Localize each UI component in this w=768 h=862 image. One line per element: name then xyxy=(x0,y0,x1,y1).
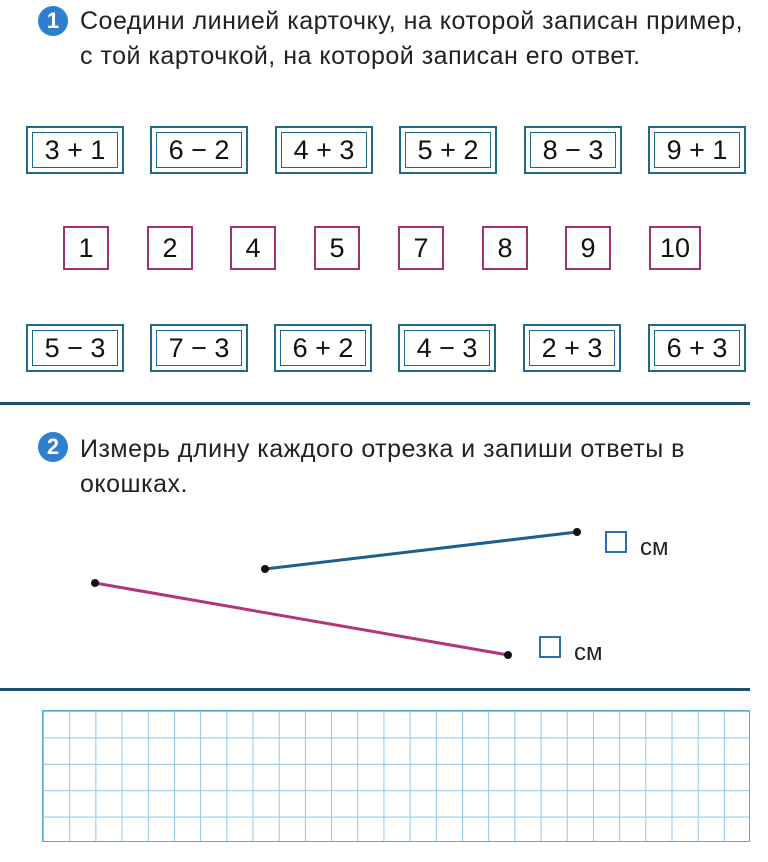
unit-label-segment-2: см xyxy=(574,639,603,666)
answer-card[interactable]: 5 xyxy=(314,226,360,270)
answer-card[interactable]: 9 xyxy=(565,226,611,270)
answer-card[interactable]: 1 xyxy=(63,226,109,270)
expression-card[interactable]: 8 − 3 xyxy=(524,126,622,174)
answer-card[interactable]: 10 xyxy=(649,226,701,270)
section-divider xyxy=(0,402,750,405)
expression-card[interactable]: 6 − 2 xyxy=(150,126,248,174)
expression-card[interactable]: 3 + 1 xyxy=(26,126,124,174)
expression-card[interactable]: 7 − 3 xyxy=(150,324,248,372)
expression-card[interactable]: 4 + 3 xyxy=(275,126,373,174)
task-2-instruction: Измерь длину каждого отрезка и запиши ответы в окошках. xyxy=(80,435,685,498)
segment-blue-end-point xyxy=(573,528,581,536)
unit-label-segment-1: см xyxy=(640,534,669,561)
expression-card[interactable]: 5 + 2 xyxy=(399,126,497,174)
expression-card[interactable]: 2 + 3 xyxy=(523,324,621,372)
segment-magenta-end-point xyxy=(504,651,512,659)
segment-magenta-start-point xyxy=(91,579,99,587)
answer-card[interactable]: 4 xyxy=(230,226,276,270)
answer-card[interactable]: 7 xyxy=(398,226,444,270)
expression-card[interactable]: 6 + 3 xyxy=(648,324,746,372)
segment-blue xyxy=(265,532,577,569)
answer-card[interactable]: 8 xyxy=(482,226,528,270)
answer-box-segment-1[interactable] xyxy=(605,531,627,553)
expression-card[interactable]: 6 + 2 xyxy=(274,324,372,372)
segment-blue-start-point xyxy=(261,565,269,573)
expression-card[interactable]: 4 − 3 xyxy=(398,324,496,372)
grid-writing-area[interactable] xyxy=(42,710,750,842)
segment-magenta xyxy=(95,583,508,655)
answer-card[interactable]: 2 xyxy=(147,226,193,270)
task-1-instruction: Соедини линией карточку, на которой записан пример, с той карточкой, на которой записан его ответ. xyxy=(80,7,744,70)
expression-card[interactable]: 5 − 3 xyxy=(26,324,124,372)
task-1-badge: 1 xyxy=(38,6,68,36)
expression-card[interactable]: 9 + 1 xyxy=(648,126,746,174)
answer-box-segment-2[interactable] xyxy=(539,636,561,658)
section-divider xyxy=(0,688,750,691)
task-2-badge: 2 xyxy=(38,432,68,462)
